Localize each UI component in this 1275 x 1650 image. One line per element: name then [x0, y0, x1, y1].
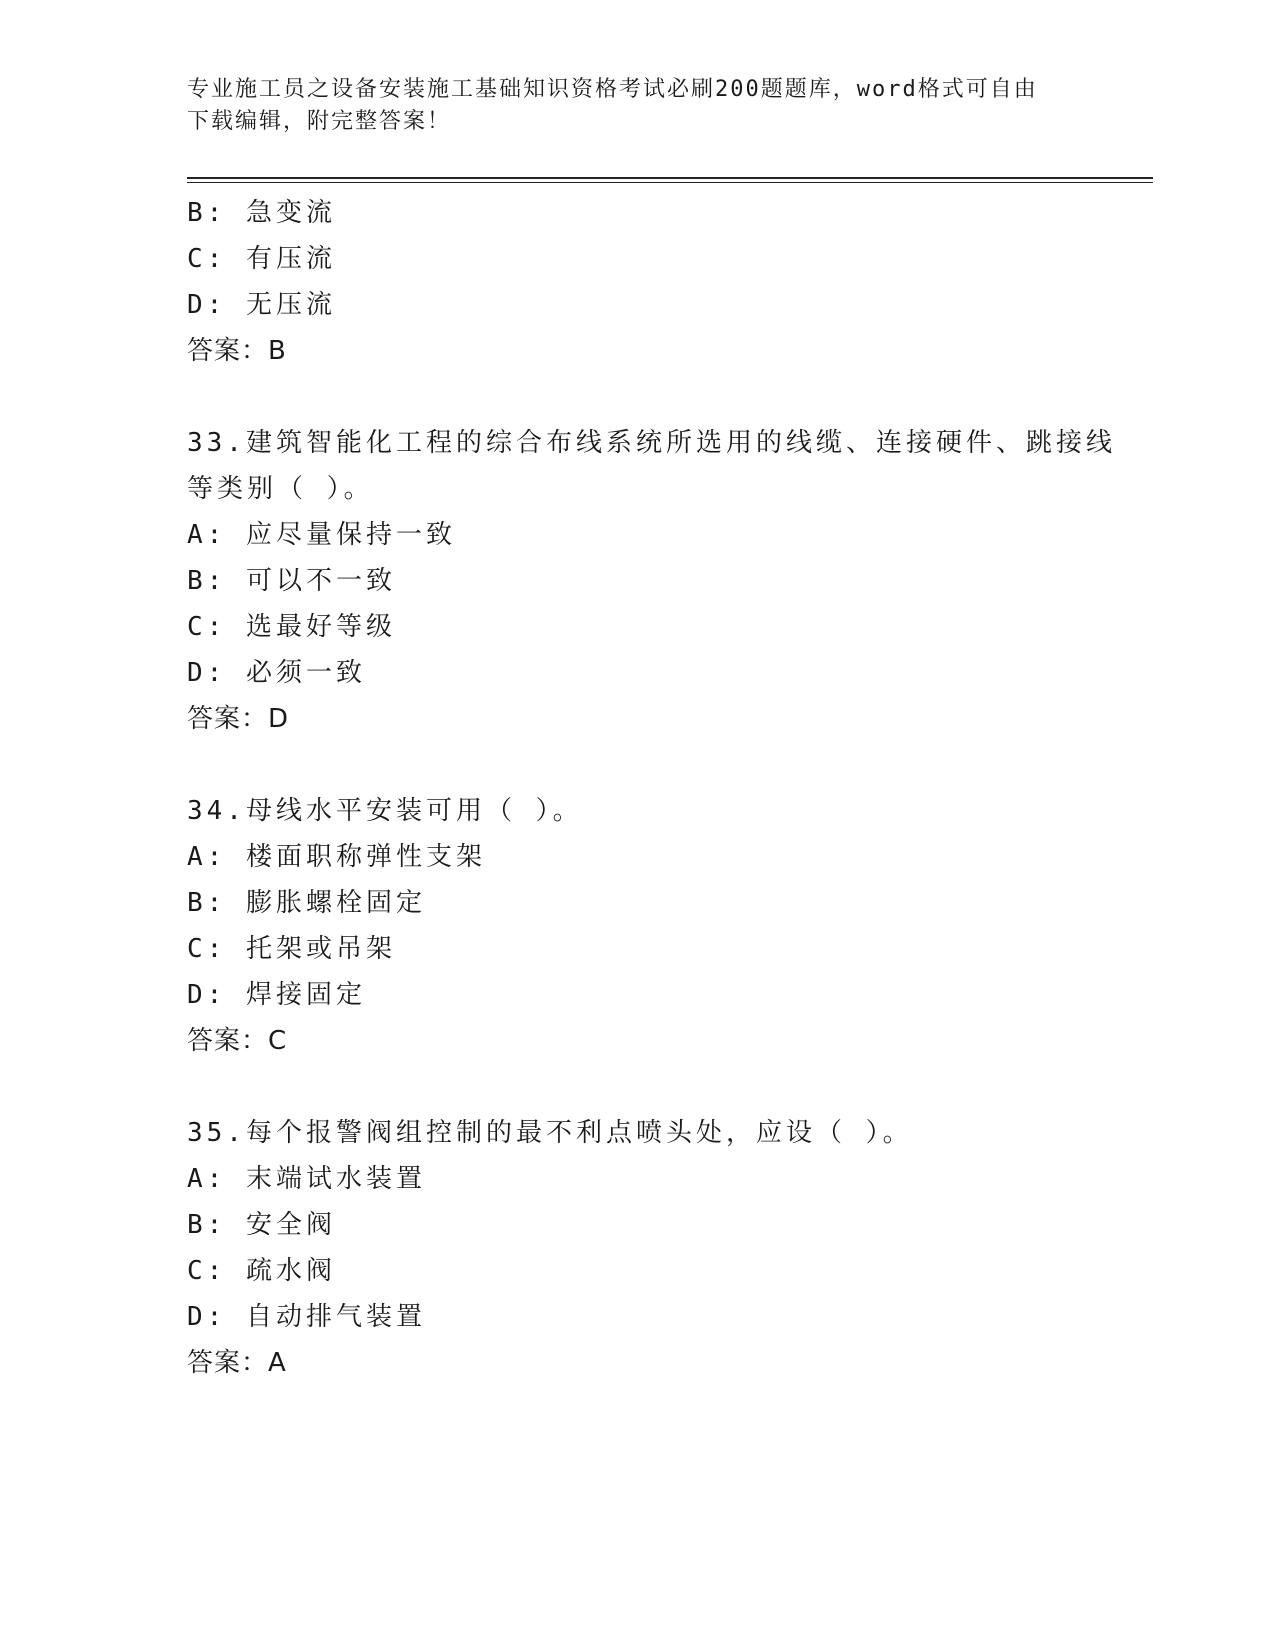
answer-line: 答案：D [187, 704, 290, 734]
question-spacer [187, 742, 1087, 788]
option-a: A: 末端试水装置 [187, 1164, 426, 1194]
option-b: B: 急变流 [187, 198, 336, 228]
question-spacer [187, 374, 1087, 420]
option-d: D: 焊接固定 [187, 980, 366, 1010]
question-block-34 [187, 788, 1087, 1064]
option-b: B: 安全阀 [187, 1210, 336, 1240]
document-header [187, 74, 1077, 138]
question-text-line-1: 34.母线水平安装可用（ ）。 [187, 796, 583, 826]
header-divider-thick [187, 177, 1153, 179]
question-list [187, 190, 1116, 1386]
question-text-line-2: 等类别（ ）。 [187, 474, 374, 504]
question-block-32 [187, 190, 1087, 374]
option-c: C: 托架或吊架 [187, 934, 396, 964]
option-a: A: 应尽量保持一致 [187, 520, 456, 550]
question-text-line-1: 33.建筑智能化工程的综合布线系统所选用的线缆、连接硬件、跳接线 [187, 428, 1116, 458]
option-c: C: 疏水阀 [187, 1256, 336, 1286]
header-line-2: 下载编辑，附完整答案！ [187, 109, 452, 134]
answer-line: 答案：A [187, 1348, 287, 1378]
question-block-35 [187, 1110, 1087, 1386]
option-d: D: 自动排气装置 [187, 1302, 426, 1332]
header-divider-thin [187, 182, 1153, 183]
question-block-33 [187, 420, 1116, 742]
answer-line: 答案：B [187, 336, 287, 366]
question-spacer [187, 1064, 1087, 1110]
answer-line: 答案：C [187, 1026, 288, 1056]
option-b: B: 膨胀螺栓固定 [187, 888, 426, 918]
option-d: D: 必须一致 [187, 658, 366, 688]
option-c: C: 选最好等级 [187, 612, 396, 642]
header-line-1: 专业施工员之设备安装施工基础知识资格考试必刷200题题库，word格式可自由 [187, 77, 1038, 102]
option-c: C: 有压流 [187, 244, 336, 274]
option-a: A: 楼面职称弹性支架 [187, 842, 486, 872]
question-text-line-1: 35.每个报警阀组控制的最不利点喷头处，应设（ ）。 [187, 1118, 913, 1148]
option-d: D: 无压流 [187, 290, 336, 320]
option-b: B: 可以不一致 [187, 566, 396, 596]
